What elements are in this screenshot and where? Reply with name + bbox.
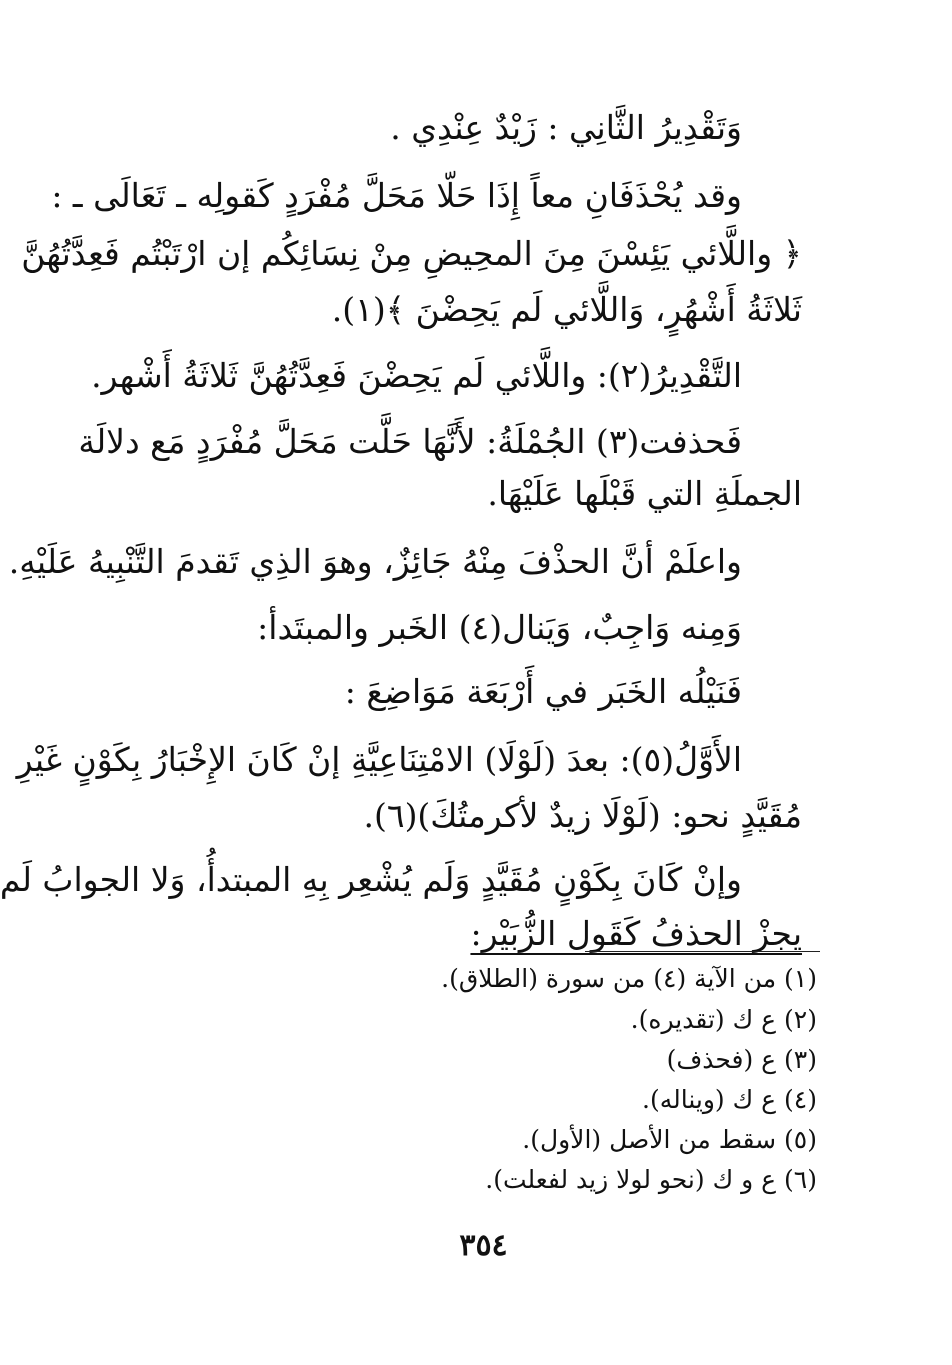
footnote-4: (٤) ع ك (ويناله). [642,1085,817,1114]
footnote-5: (٥) سقط من الأصل (الأول). [522,1125,817,1154]
text-line-10: فَنَيْلُه الخَبَر في أَرْبَعَة مَوَاضِعَ : [344,672,742,711]
footnote-3: (٣) ع (فحذف) [666,1045,817,1074]
text-line-12: مُقَيَّدٍ نحو: (لَوْلَا زيدٌ لأكرمتُكَ)(٦). [363,796,802,835]
footnote-divider [585,951,820,952]
text-line-8: واعلَمْ أنَّ الحذْفَ مِنْهُ جَائِزٌ، وهوَ الذِي تَقدمَ التَّنْبِيهُ عَلَيْهِ. [8,542,742,581]
footnote-6: (٦) ع و ك (نحو لولا زيد لفعلت). [485,1165,817,1194]
page-number: ٣٥٤ [459,1228,508,1263]
text-line-4: ثَلاثَةُ أَشْهُرٍ، وَاللَّائي لَم يَحِضْنَ ﴾(١). [331,290,802,329]
text-line-9: وَمِنه وَاجِبٌ، وَيَنال(٤) الخَبر والمبتَدأ: [257,608,742,647]
text-line-2: وقد يُحْذَفَانِ معاً إِذَا حَلّا مَحَلَّ مُفْرَدٍ كَقولِه ـ تَعَالَى ـ : [51,176,742,215]
text-line-11: الأَوَّلُ(٥): بعدَ (لَوْلَا) الامْتِنَاعِيَّةِ إنْ كَانَ الإِخْبَارُ بِكَوْنٍ غَيْرِ [16,740,742,779]
text-line-6: فَحذفت(٣) الجُمْلَةُ: لأَنَّهَا حَلَّت مَحَلَّ مُفْرَدٍ مَع دلالَة [78,422,742,461]
text-line-3: ﴿ واللَّائي يَئِسْنَ مِنَ المحِيضِ مِنْ نِسَائِكُم إن ارْتَبْتُم فَعِدَّتُهُنَّ [21,234,802,273]
footnote-1: (١) من الآية (٤) من سورة (الطلاق). [441,964,817,993]
text-line-1: وَتَقْدِيرُ الثَّانِي : زَيْدٌ عِنْدِي . [390,108,742,147]
text-line-5: التَّقْدِيرُ(٢): واللَّائي لَم يَحِضْنَ فَعِدَّتُهُنَّ ثَلاثَةُ أَشْهر. [91,356,742,395]
footnote-2: (٢) ع ك (تقديره). [630,1005,817,1034]
text-line-14-content: يجزْ الحذفُ كَقَول الزُّبَيْر: [470,914,802,953]
text-line-13: وإنْ كَانَ بِكَوْنٍ مُقَيَّدٍ وَلَم يُشْعِر بِهِ المبتدأُ، وَلا الجوابُ لَم [0,860,742,899]
text-line-7: الجملَةِ التي قَبْلَها عَلَيْهَا. [487,474,802,513]
